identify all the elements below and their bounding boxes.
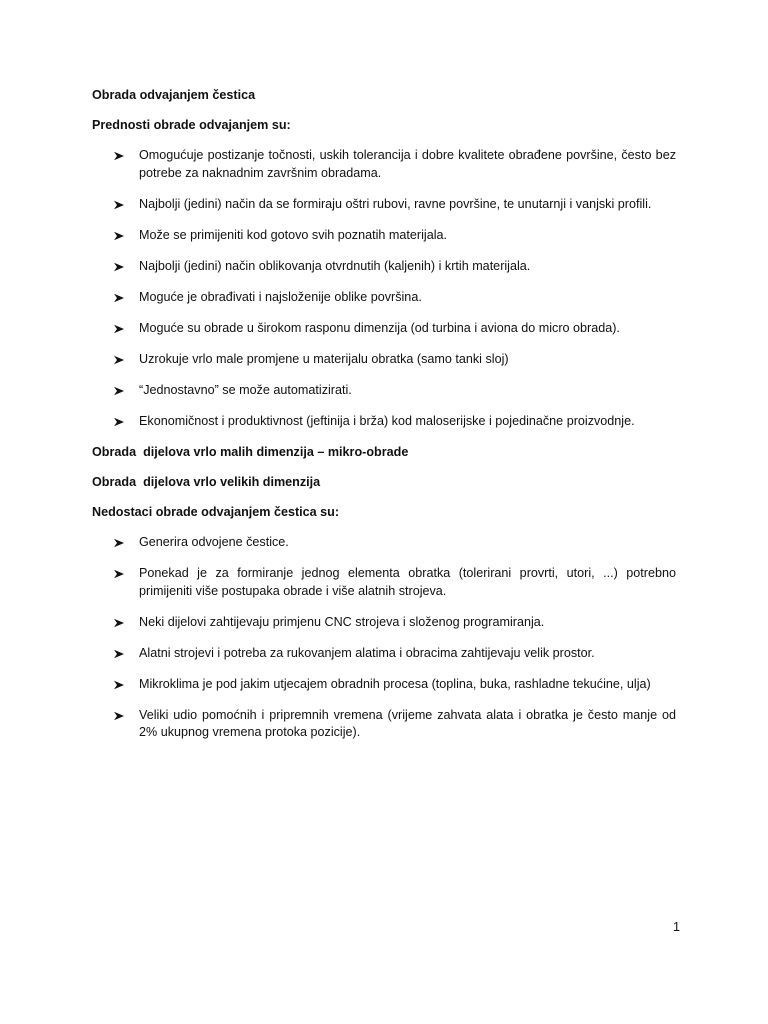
list-item bbox=[92, 320, 676, 338]
list-item-text: Moguće je obrađivati i najsloženije oblike površina. bbox=[139, 289, 422, 304]
list-item-text: Može se primijeniti kod gotovo svih poznatih materijala. bbox=[139, 227, 447, 242]
list-item-text: Moguće su obrade u širokom rasponu dimenzija (od turbina i aviona do micro obrada). bbox=[139, 320, 620, 335]
arrowhead-bullet-icon bbox=[113, 676, 127, 694]
list-item-text: Uzrokuje vrlo male promjene u materijalu obratka (samo tanki sloj) bbox=[139, 351, 509, 366]
list-item bbox=[92, 413, 676, 431]
arrowhead-bullet-icon bbox=[113, 227, 127, 245]
list-item-text: Najbolji (jedini) način da se formiraju oštri rubovi, ravne površine, te unutarnji i vanjski profili. bbox=[139, 196, 652, 211]
arrowhead-bullet-icon bbox=[113, 707, 127, 725]
disadvantages-list bbox=[92, 534, 676, 742]
list-item-text: Najbolji (jedini) način oblikovanja otvrdnutih (kaljenih) i krtih materijala. bbox=[139, 258, 531, 273]
list-item-text: Generira odvojene čestice. bbox=[139, 535, 289, 549]
list-item-text: Neki dijelovi zahtijevaju primjenu CNC strojeva i složenog programiranja. bbox=[139, 614, 545, 629]
arrowhead-bullet-icon bbox=[113, 413, 127, 431]
arrowhead-bullet-icon bbox=[113, 382, 127, 400]
arrowhead-bullet-icon bbox=[113, 320, 127, 338]
list-item bbox=[92, 382, 676, 400]
arrowhead-bullet-icon bbox=[113, 614, 127, 632]
arrowhead-bullet-icon bbox=[113, 258, 127, 276]
list-item-text: Alatni strojevi i potreba za rukovanjem alatima i obracima zahtijevaju velik prostor. bbox=[139, 645, 595, 660]
disadvantages-heading: Nedostaci obrade odvajanjem čestica su: bbox=[92, 505, 340, 519]
list-item bbox=[92, 351, 676, 369]
list-item bbox=[92, 258, 676, 276]
list-item bbox=[92, 147, 676, 182]
list-item bbox=[92, 676, 676, 694]
list-item bbox=[92, 227, 676, 245]
list-item-text: Veliki udio pomoćnih i pripremnih vremena (vrijeme zahvata alata i obratka je često manje od 2% ukupnog vremena protoka pozicije). bbox=[139, 707, 676, 739]
list-item bbox=[92, 534, 676, 552]
advantages-heading: Prednosti obrade odvajanjem su: bbox=[92, 118, 291, 132]
arrowhead-bullet-icon bbox=[113, 645, 127, 663]
list-item bbox=[92, 196, 676, 214]
arrowhead-bullet-icon bbox=[113, 534, 127, 552]
arrowhead-bullet-icon bbox=[113, 565, 127, 583]
document-body bbox=[92, 87, 676, 755]
arrowhead-bullet-icon bbox=[113, 196, 127, 214]
list-item bbox=[92, 707, 676, 742]
arrowhead-bullet-icon bbox=[113, 147, 127, 165]
list-item-text: Ponekad je za formiranje jednog elementa obratka (tolerirani provrti, utori, ...) potrebno primijeniti više postupaka obrade i više alatnih strojeva. bbox=[139, 566, 676, 598]
large-parts-heading: Obrada dijelova vrlo velikih dimenzija bbox=[92, 475, 321, 489]
arrowhead-bullet-icon bbox=[113, 289, 127, 307]
advantages-list bbox=[92, 147, 676, 430]
page-number: 1 bbox=[672, 920, 680, 934]
list-item-text: Mikroklima je pod jakim utjecajem obradnih procesa (toplina, buka, rashladne tekućine, ulja) bbox=[139, 676, 651, 691]
list-item bbox=[92, 289, 676, 307]
list-item bbox=[92, 614, 676, 632]
list-item bbox=[92, 565, 676, 600]
list-item-text: Ekonomičnost i produktivnost (jeftinija i brža) kod maloserijske i pojedinačne proizvodnje. bbox=[139, 413, 635, 428]
document-title: Obrada odvajanjem čestica bbox=[92, 88, 256, 102]
list-item-text: “Jednostavno” se može automatizirati. bbox=[139, 382, 352, 397]
arrowhead-bullet-icon bbox=[113, 351, 127, 369]
micro-machining-heading: Obrada dijelova vrlo malih dimenzija – mikro-obrade bbox=[92, 445, 409, 459]
list-item bbox=[92, 645, 676, 663]
list-item-text: Omogućuje postizanje točnosti, uskih tolerancija i dobre kvalitete obrađene površine, često bez potrebe za naknadnim završnim obradama. bbox=[139, 148, 676, 180]
